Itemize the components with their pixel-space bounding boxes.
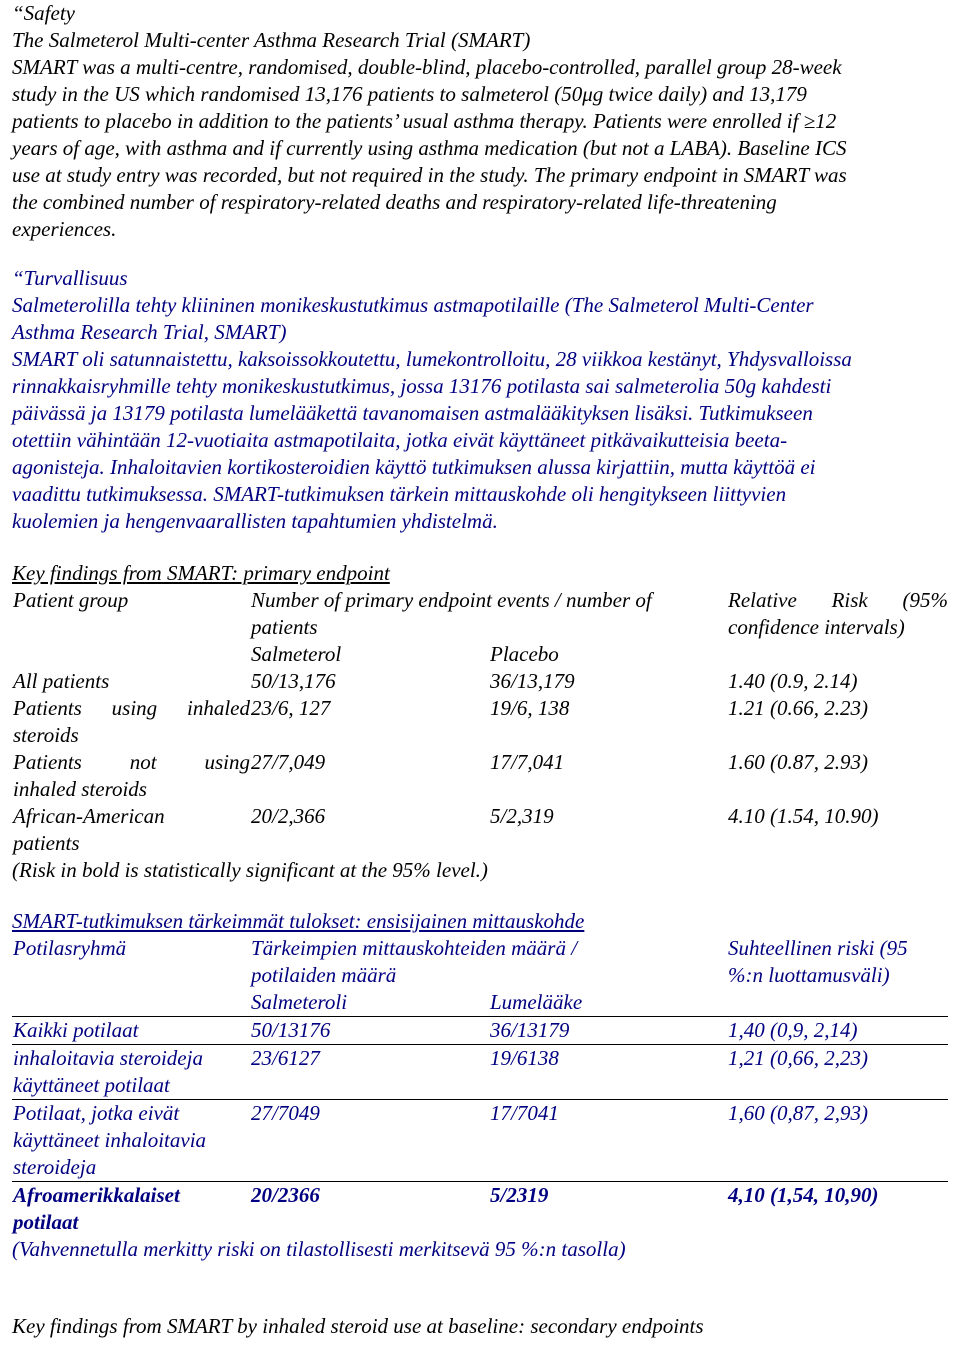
table-row (12, 668, 948, 695)
table-row (12, 695, 948, 749)
header-relative-risk: Suhteellinen riski (95 %:n luottamusväli) (727, 935, 948, 1017)
en-table-caption: Key findings from SMART: primary endpoint (12, 561, 390, 585)
en-line: years of age, with asthma and if currently using asthma medication (but not a LABA). Baseline ICS (12, 136, 847, 160)
table-row (12, 1100, 948, 1182)
cell-group: Kaikki potilaat (12, 1017, 250, 1045)
en-safety-section (12, 0, 952, 243)
header-salmeteroli: Salmeteroli (250, 989, 489, 1017)
secondary-endpoints-heading: Key findings from SMART by inhaled steroid use at baseline: secondary endpoints (12, 1314, 704, 1338)
cell-group: Potilaat, jotka eivät käyttäneet inhaloitavia steroideja (12, 1100, 250, 1182)
cell-rr: 1.60 (0.87, 2.93) (728, 750, 869, 774)
en-line: the combined number of respiratory-related deaths and respiratory-related life-threatening (12, 190, 777, 214)
en-line: use at study entry was recorded, but not required in the study. The primary endpoint in SMART was (12, 163, 847, 187)
cell-group: All patients (13, 669, 110, 693)
cell-group: Patients using inhaled steroids (13, 696, 250, 747)
en-results-table (12, 587, 948, 857)
cell-group: inhaloitavia steroideja käyttäneet potilaat (12, 1045, 250, 1100)
en-line: SMART was a multi-centre, randomised, double-blind, placebo-controlled, parallel group 28-week (12, 55, 842, 79)
cell-rr: 1,60 (0,87, 2,93) (727, 1100, 948, 1182)
en-line: study in the US which randomised 13,176 patients to salmeterol (50μg twice daily) and 13,179 (12, 82, 807, 106)
cell-placebo: 36/13,179 (490, 669, 575, 693)
table-row (12, 1045, 948, 1100)
cell-drug: 27/7049 (250, 1100, 489, 1182)
cell-drug: 50/13,176 (251, 669, 336, 693)
header-salmeterol: Salmeterol (251, 642, 342, 666)
header-lumelaake: Lumelääke (489, 989, 727, 1017)
fi-results-table (12, 935, 948, 1236)
table-header-row (12, 935, 948, 989)
cell-rr: 4.10 (1.54, 10.90) (728, 804, 879, 828)
header-events: Number of primary endpoint events / number of patients (251, 588, 652, 639)
cell-drug: 20/2,366 (251, 804, 326, 828)
header-placebo: Placebo (490, 642, 559, 666)
header-patient-group: Patient group (13, 588, 129, 612)
table-header-row (12, 587, 948, 641)
cell-rr: 4,10 (1,54, 10,90) (728, 1183, 879, 1207)
en-safety-heading: “Safety (12, 1, 75, 25)
table-row (12, 803, 948, 857)
en-line: patients to placebo in addition to the patients’ usual asthma therapy. Patients were enrolled if ≥12 (12, 109, 837, 133)
fi-safety-heading: “Turvallisuus (12, 266, 128, 290)
cell-placebo: 17/7041 (489, 1100, 727, 1182)
fi-line: rinnakkaisryhmille tehty monikeskustutkimus, jossa 13176 potilasta sai salmeterolia 50g kahdesti (12, 374, 832, 398)
cell-drug: 23/6127 (250, 1045, 489, 1100)
en-trial-name: The Salmeterol Multi-center Asthma Research Trial (SMART) (12, 28, 531, 52)
header-relative-risk: Relative Risk (95% confidence intervals) (728, 588, 949, 639)
cell-rr: 1.21 (0.66, 2.23) (728, 696, 869, 720)
cell-drug: 27/7,049 (251, 750, 326, 774)
cell-placebo: 19/6, 138 (490, 696, 570, 720)
header-events: Tärkeimpien mittauskohteiden määrä / potilaiden määrä (251, 936, 578, 987)
cell-rr: 1,40 (0,9, 2,14) (727, 1017, 948, 1045)
fi-line: päivässä ja 13179 potilasta lumelääkettä tavanomaisen astmalääkityksen lisäksi. Tutkimukseen (12, 401, 813, 425)
table-row (12, 1182, 948, 1237)
table-row (12, 749, 948, 803)
cell-group: Afroamerikkalaiset potilaat (13, 1183, 180, 1234)
fi-table-note: (Vahvennetulla merkitty riski on tilastollisesti merkitsevä 95 %:n tasolla) (12, 1237, 626, 1261)
cell-placebo: 36/13179 (489, 1017, 727, 1045)
fi-line: SMART oli satunnaistettu, kaksoissokkoutettu, lumekontrolloitu, 28 viikkoa kestänyt, Yhdysvalloissa (12, 347, 852, 371)
fi-trial-name: Asthma Research Trial, SMART) (12, 320, 287, 344)
cell-rr: 1,21 (0,66, 2,23) (727, 1045, 948, 1100)
cell-drug: 23/6, 127 (251, 696, 331, 720)
cell-placebo: 5/2319 (490, 1183, 549, 1207)
header-patient-group: Potilasryhmä (12, 935, 250, 1017)
document-page (12, 0, 952, 1340)
cell-placebo: 19/6138 (489, 1045, 727, 1100)
cell-drug: 50/13176 (250, 1017, 489, 1045)
fi-table-section (12, 908, 952, 1263)
cell-placebo: 5/2,319 (490, 804, 554, 828)
cell-rr: 1.40 (0.9, 2.14) (728, 669, 858, 693)
fi-line: agonisteja. Inhaloitavien kortikosteroidien käyttö tutkimuksen alussa kirjattiin, mutta käyttöä ei (12, 455, 816, 479)
en-table-note: (Risk in bold is statistically significant at the 95% level.) (12, 858, 488, 882)
cell-placebo: 17/7,041 (490, 750, 565, 774)
cell-group: African-American patients (13, 804, 165, 855)
fi-table-caption: SMART-tutkimuksen tärkeimmät tulokset: ensisijainen mittauskohde (12, 909, 585, 933)
fi-line: kuolemien ja hengenvaarallisten tapahtumien yhdistelmä. (12, 509, 498, 533)
fi-line: vaadittu tutkimuksessa. SMART-tutkimuksen tärkein mittauskohde oli hengitykseen liittyvien (12, 482, 787, 506)
fi-safety-section (12, 265, 952, 535)
cell-group: Patients not using inhaled steroids (13, 750, 250, 801)
en-table-section (12, 560, 952, 884)
table-row (12, 1017, 948, 1045)
en-line: experiences. (12, 217, 117, 241)
cell-drug: 20/2366 (251, 1183, 320, 1207)
fi-trial-name: Salmeterolilla tehty kliininen monikeskustutkimus astmapotilaille (The Salmeterol Multi-Center (12, 293, 814, 317)
fi-line: otettiin vähintään 12-vuotiaita astmapotilaita, jotka eivät käyttäneet pitkävaikutteisia beeta- (12, 428, 788, 452)
